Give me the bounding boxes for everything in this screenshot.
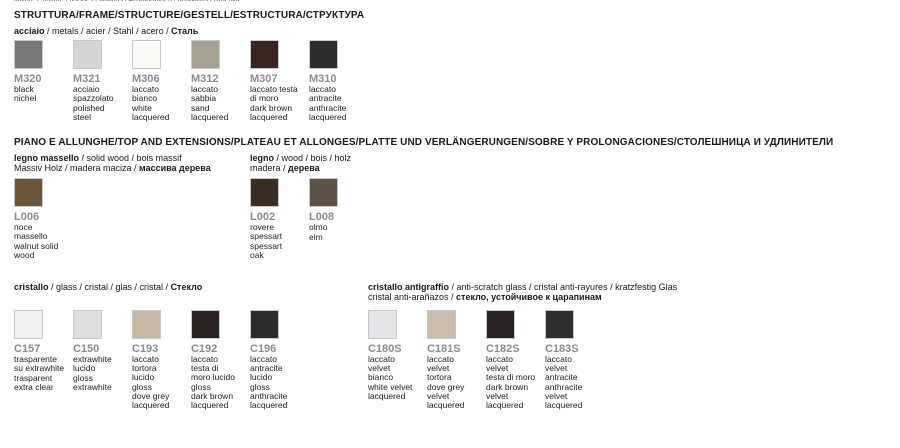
swatch-c193 [132, 310, 192, 410]
swatch-code: C181S [427, 343, 461, 355]
swatch-code: L006 [14, 211, 40, 223]
desc-line: spessart [250, 241, 283, 251]
desc-line: steel [73, 112, 91, 122]
swatch-english-desc [132, 383, 192, 410]
desc-line: lacquered [486, 400, 524, 410]
desc-line: lucido [73, 363, 96, 373]
desc-line: lacquered [132, 112, 170, 122]
swatch-c157 [14, 310, 74, 392]
desc-line: velvet [545, 363, 568, 373]
color-chip [73, 40, 102, 69]
desc-line: tortora [132, 363, 157, 373]
group-bold: legno [250, 153, 274, 163]
color-chip [427, 310, 456, 339]
swatch-english-desc [427, 383, 487, 410]
color-chip [309, 40, 338, 69]
frame-group-label [14, 26, 198, 36]
swatch-italian-desc [368, 355, 428, 382]
desc-line: laccato [132, 354, 159, 364]
desc-line: laccato [545, 354, 572, 364]
swatch-code: C183S [545, 343, 579, 355]
desc-line: elm [309, 232, 323, 242]
desc-line: white velvet [368, 382, 413, 392]
desc-line: white [132, 103, 152, 113]
color-chip [132, 310, 161, 339]
desc-line: lacquered [191, 112, 229, 122]
color-chip [191, 40, 220, 69]
desc-line: trasparente [14, 354, 57, 364]
desc-line: trasparent [14, 373, 53, 383]
desc-line: dove grey [132, 391, 170, 401]
swatch-code: C196 [250, 343, 277, 355]
desc-line: dark brown [191, 391, 234, 401]
desc-line: anthracite [309, 103, 347, 113]
swatch-code: M320 [14, 73, 42, 85]
desc-line: sand [191, 103, 210, 113]
swatch-m321 [73, 40, 133, 122]
desc-line: laccato [309, 84, 336, 94]
desc-line: lacquered [545, 400, 583, 410]
swatch-english-desc [368, 383, 428, 401]
desc-line: antracite [545, 372, 578, 382]
swatch-code: C150 [73, 343, 100, 355]
group-bold2: стекло, устойчивое к царапинам [456, 292, 602, 302]
swatch-italian-desc [545, 355, 605, 382]
swatch-c181s [427, 310, 487, 410]
desc-line: velvet [486, 391, 509, 401]
color-chip [14, 178, 43, 207]
group-rest: / wood / bois / holz [274, 153, 352, 163]
desc-line: gloss [250, 382, 270, 392]
swatch-english-desc [14, 374, 74, 392]
swatch-code: M312 [191, 73, 219, 85]
color-chip [250, 40, 279, 69]
swatch-c180s [368, 310, 428, 401]
desc-line: velvet [368, 363, 391, 373]
group-bold2: дерева [288, 163, 320, 173]
desc-line: velvet [545, 391, 568, 401]
desc-line: anthracite [545, 382, 583, 392]
desc-line: bianco [368, 372, 394, 382]
desc-line: noce [14, 222, 33, 232]
desc-line: di moro [250, 93, 279, 103]
swatch-code: L008 [309, 211, 335, 223]
swatch-italian-desc [486, 355, 546, 382]
swatch-italian-desc [250, 223, 310, 241]
desc-line: su extrawhite [14, 363, 65, 373]
color-chip [132, 40, 161, 69]
group-rest: / metals / acier / Stahl / acero / [44, 26, 172, 36]
desc-line: dark brown [250, 103, 293, 113]
swatch-code: M306 [132, 73, 160, 85]
desc-line: laccato [486, 354, 513, 364]
swatch-italian-desc [427, 355, 487, 382]
group-bold2: Стекло [170, 282, 203, 292]
swatch-english-desc [309, 104, 369, 122]
desc-line: sabbia [191, 93, 217, 103]
wood-group-label [250, 153, 351, 173]
swatch-english-desc [73, 104, 133, 122]
swatch-c182s [486, 310, 546, 410]
group-rest: / solid wood / bois massif [79, 153, 182, 163]
desc-line: gloss [73, 373, 93, 383]
color-chip [73, 310, 102, 339]
desc-line: dove grey [427, 382, 465, 392]
desc-line: laccato [191, 84, 218, 94]
desc-line: testa di [191, 363, 219, 373]
desc-line: lacquered [250, 112, 288, 122]
swatch-code: M321 [73, 73, 101, 85]
top-heading: PIANO E ALLUNGHE/TOP AND EXTENSIONS/PLATEAU ET ALLONGES/PLATTE UND VERLÄNGERUNGEN/SOBRE Y PROLONGACIONES/СТОЛЕШНИЦА И УДЛИНИТЕЛИ [14, 137, 834, 148]
swatch-english-desc [14, 242, 74, 260]
swatch-l008 [309, 178, 369, 242]
swatch-english-desc [132, 104, 192, 122]
swatch-italian-desc [191, 355, 251, 382]
group-bold: legno massello [14, 153, 80, 163]
desc-line: acciaio [73, 84, 100, 94]
swatch-m307 [250, 40, 310, 122]
swatch-italian-desc [14, 223, 74, 241]
desc-line: lacquered [368, 391, 406, 401]
swatch-code: C193 [132, 343, 159, 355]
desc-line: anthracite [250, 391, 288, 401]
desc-line: laccato [250, 354, 277, 364]
desc-line: walnut solid [14, 241, 59, 251]
desc-line: lucido [132, 372, 155, 382]
desc-line: gloss [191, 382, 211, 392]
color-chip [250, 310, 279, 339]
swatch-italian-desc [73, 355, 133, 373]
desc-line: extrawhite [73, 382, 112, 392]
color-chip [309, 178, 338, 207]
color-chip [545, 310, 574, 339]
swatch-italian-desc [14, 85, 74, 103]
swatch-english-desc [191, 383, 251, 410]
glass-group-label [14, 282, 202, 292]
group-bold2: Сталь [171, 26, 199, 36]
swatch-m310 [309, 40, 369, 122]
desc-line: extra clear [14, 382, 54, 392]
swatch-italian-desc [132, 85, 192, 103]
desc-line: nichel [14, 93, 37, 103]
swatch-m312 [191, 40, 251, 122]
swatch-c150 [73, 310, 133, 392]
swatch-c183s [545, 310, 605, 410]
desc-line: tortora [427, 372, 452, 382]
desc-line: laccato [368, 354, 395, 364]
swatch-english-desc [250, 104, 310, 122]
group-bold2: массива дерева [139, 163, 211, 173]
desc-line: gloss [132, 382, 152, 392]
group-rest: / glass / cristal / glas / cristal / [48, 282, 171, 292]
color-chip [14, 310, 43, 339]
desc-line: velvet [427, 363, 450, 373]
swatch-english-desc [309, 233, 369, 242]
desc-line: lacquered [250, 400, 288, 410]
desc-line: extrawhite [73, 354, 112, 364]
color-chip [250, 178, 279, 207]
desc-line: lacquered [309, 112, 347, 122]
desc-line: olmo [309, 222, 328, 232]
swatch-m306 [132, 40, 192, 122]
desc-line: massello [14, 231, 48, 241]
swatch-code: M310 [309, 73, 337, 85]
desc-line: lacquered [191, 400, 229, 410]
swatch-italian-desc [309, 85, 369, 103]
desc-line: antracite [309, 93, 342, 103]
desc-line: laccato testa [250, 84, 298, 94]
swatch-c192 [191, 310, 251, 410]
group-line2: madera / [250, 163, 289, 173]
desc-line: velvet [427, 391, 450, 401]
color-chip [14, 40, 43, 69]
desc-line: rovere [250, 222, 275, 232]
swatch-english-desc [250, 383, 310, 410]
swatch-italian-desc [73, 85, 133, 103]
swatch-english-desc [545, 383, 605, 410]
swatch-english-desc [486, 383, 546, 410]
swatch-italian-desc [250, 355, 310, 382]
desc-line: lucido [250, 372, 273, 382]
frame-heading: STRUTTURA/FRAME/STRUCTURE/GESTELL/ESTRUCTURA/СТРУКТУРА [14, 10, 365, 21]
desc-line: bianco [132, 93, 158, 103]
swatch-code: C157 [14, 343, 41, 355]
group-line2: Massiv Holz / madera maciza / [14, 163, 140, 173]
swatch-code: C182S [486, 343, 520, 355]
swatch-english-desc [191, 104, 251, 122]
swatch-code: L002 [250, 211, 276, 223]
solid-wood-group-label [14, 153, 211, 173]
swatch-italian-desc [14, 355, 74, 373]
desc-line: spazzolato [73, 93, 114, 103]
swatch-italian-desc [191, 85, 251, 103]
swatch-m320 [14, 40, 74, 103]
swatch-english-desc [73, 374, 133, 392]
swatch-code: C192 [191, 343, 218, 355]
color-chip [191, 310, 220, 339]
group-bold: cristallo [14, 282, 49, 292]
swatch-italian-desc [132, 355, 192, 382]
desc-line: spessart [250, 231, 283, 241]
group-line2: cristal anti-arañazos / [368, 292, 457, 302]
group-bold: acciaio [14, 26, 45, 36]
desc-line: lacquered [427, 400, 465, 410]
desc-line: moro lucido [191, 372, 235, 382]
desc-line: lacquered [132, 400, 170, 410]
color-chip [486, 310, 515, 339]
desc-line: antracite [250, 363, 283, 373]
swatch-code: C180S [368, 343, 402, 355]
desc-line: testa di moro [486, 372, 536, 382]
desc-line: wood [14, 250, 35, 260]
desc-line: velvet [486, 363, 509, 373]
desc-line: polished [73, 103, 105, 113]
desc-line: laccato [191, 354, 218, 364]
swatch-italian-desc [309, 223, 369, 232]
desc-line: black [14, 84, 34, 94]
desc-line: oak [250, 250, 264, 260]
swatch-c196 [250, 310, 310, 410]
antiscratch-group-label [368, 282, 677, 302]
swatch-code: M307 [250, 73, 278, 85]
desc-line: laccato [427, 354, 454, 364]
top-cut-text [14, 0, 434, 1]
desc-line: dark brown [486, 382, 529, 392]
swatch-l006 [14, 178, 74, 260]
swatch-italian-desc [250, 85, 310, 103]
desc-line: laccato [132, 84, 159, 94]
group-bold: cristallo antigraffio [368, 282, 450, 292]
group-rest: / anti-scratch glass / cristal anti-rayures / kratzfestig Glas [449, 282, 678, 292]
swatch-l002 [250, 178, 310, 260]
color-chip [368, 310, 397, 339]
swatch-english-desc [250, 242, 310, 260]
